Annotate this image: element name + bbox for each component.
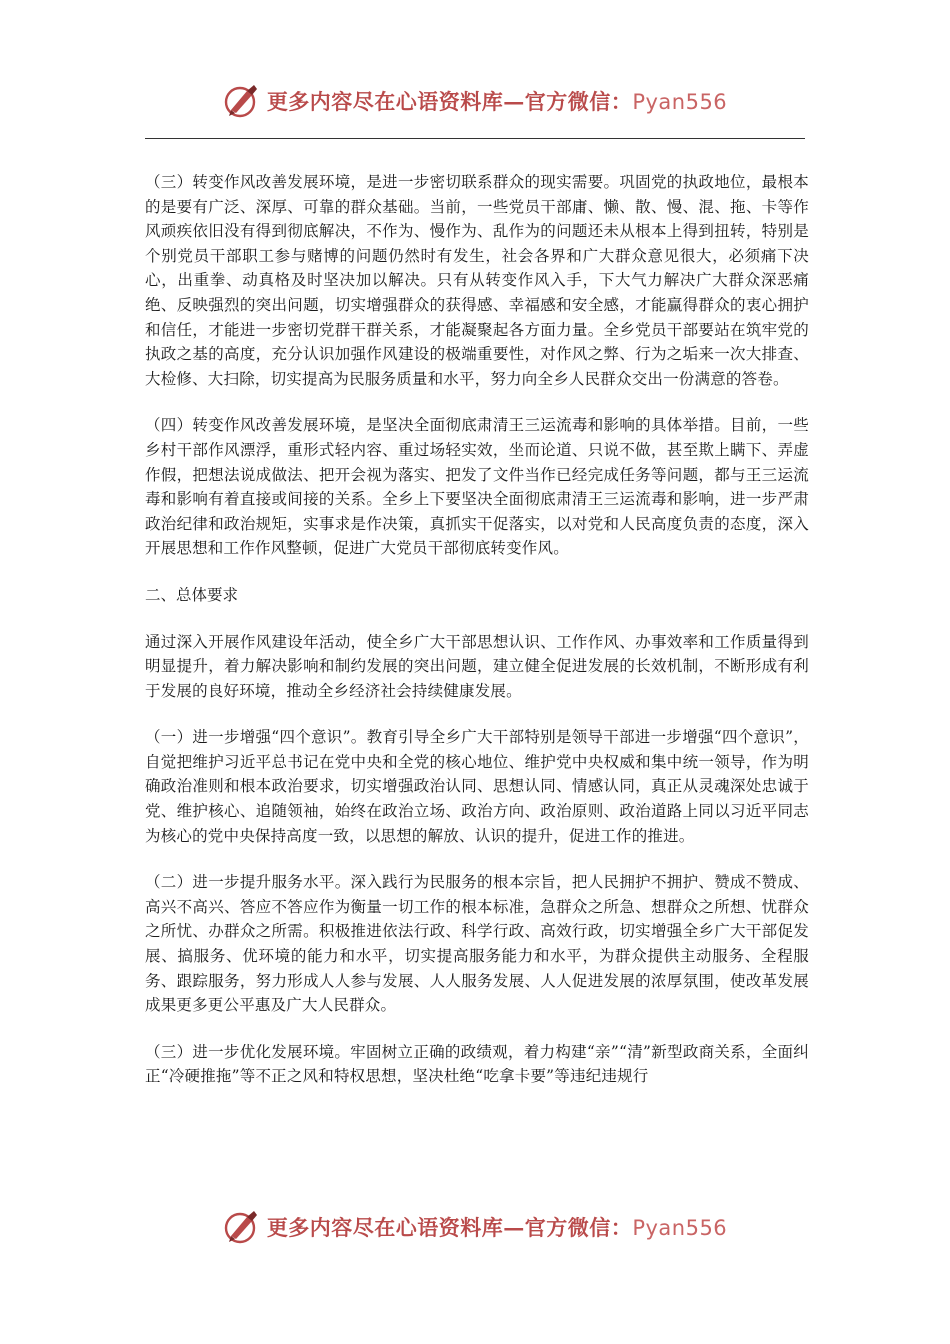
paragraph-section-3: （三）转变作风改善发展环境，是进一步密切联系群众的现实需要。巩固党的执政地位，最根本的是要有广泛、深厚、可靠的群众基础。当前，一些党员干部庸、懒、散、慢、混、拖、卡等作风顽疾依旧没有得到彻底解决，不作为、慢作为、乱作为的问题还未从根本上得到扭转，特别是个别党员干部职工参与赌博的问题仍然时有发生，社会各界和广大群众意见很大，必须痛下决心，出重拳、动真格及时坚决加以解决。只有从转变作风入手，下大气力解决广大群众深恶痛绝、反映强烈的突出问题，切实增强群众的获得感、幸福感和安全感，才能赢得群众的衷心拥护和信任，才能进一步密切党群干群关系，才能凝聚起各方面力量。全乡党员干部要站在筑牢党的执政之基的高度，充分认识加强作风建设的极端重要性，对作风之弊、行为之垢来一次大排查、大检修、大扫除，切实提高为民服务质量和水平，努力向全乡人民群众交出一份满意的答卷。: [145, 173, 809, 388]
header-watermark-banner: [0, 82, 950, 120]
banner-main-text: 更多内容尽在心语资料库—官方微信：: [266, 89, 633, 114]
paragraph-requirement-1: （一）进一步增强“四个意识”。教育引导全乡广大干部特别是领导干部进一步增强“四个意识”，自觉把维护习近平总书记在党中央和全党的核心地位、维护党中央权威和集中统一领导，作为明确政治准则和根本政治要求，切实增强政治认同、思想认同、情感认同，真正从灵魂深处忠诚于党、维护核心、追随领袖，始终在政治立场、政治方向、政治原则、政治道路上同以习近平同志为核心的党中央保持高度一致，以思想的解放、认识的提升，促进工作的推进。: [145, 728, 809, 845]
footer-watermark-banner: [0, 1208, 950, 1246]
banner-main-text: 更多内容尽在心语资料库—官方微信：: [266, 1215, 633, 1240]
paragraph-requirement-3: （三）进一步优化发展环境。牢固树立正确的政绩观，着力构建“亲”“清”新型政商关系，全面纠正“冷硬推拖”等不正之风和特权思想，坚决杜绝“吃拿卡要”等违纪违规行: [145, 1042, 809, 1086]
document-body: [145, 170, 809, 1111]
paragraph-overall-requirements: 通过深入开展作风建设年活动，使全乡广大干部思想认识、工作作风、办事效率和工作质量得到明显提升，着力解决影响和制约发展的突出问题，建立健全促进发展的长效机制，不断形成有利于发展的良好环境，推动全乡经济社会持续健康发展。: [145, 632, 809, 700]
banner-text: [267, 86, 727, 116]
wechat-id: Pyan556: [632, 90, 728, 114]
banner-text: [267, 1212, 727, 1242]
wechat-id: Pyan556: [632, 1216, 728, 1240]
paragraph-requirement-2: （二）进一步提升服务水平。深入践行为民服务的根本宗旨，把人民拥护不拥护、赞成不赞成、高兴不高兴、答应不答应作为衡量一切工作的根本标准，急群众之所急、想群众之所想、忧群众之所忧、办群众之所需。积极推进依法行政、科学行政、高效行政，切实增强全乡广大干部促发展、搞服务、优环境的能力和水平，切实提高服务能力和水平，为群众提供主动服务、全程服务、跟踪服务，努力形成人人参与发展、人人服务发展、人人促进发展的浓厚氛围，使改革发展成果更多更公平惠及广大人民群众。: [145, 873, 809, 1015]
pen-logo-icon: [223, 82, 261, 120]
header-divider: [145, 138, 805, 139]
paragraph-section-4: （四）转变作风改善发展环境，是坚决全面彻底肃清王三运流毒和影响的具体举措。目前，一些乡村干部作风漂浮，重形式轻内容、重过场轻实效，坐而论道、只说不做，甚至欺上瞒下、弄虚作假，把想法说成做法、把开会视为落实、把发了文件当作已经完成任务等问题，都与王三运流毒和影响有着直接或间接的关系。全乡上下要坚决全面彻底肃清王三运流毒和影响，进一步严肃政治纪律和政治规矩，实事求是作决策，真抓实干促落实，以对党和人民高度负责的态度，深入开展思想和工作作风整顿，促进广大党员干部彻底转变作风。: [145, 416, 809, 558]
section-heading-overall-requirements: 二、总体要求: [145, 585, 239, 604]
pen-logo-icon: [223, 1208, 261, 1246]
